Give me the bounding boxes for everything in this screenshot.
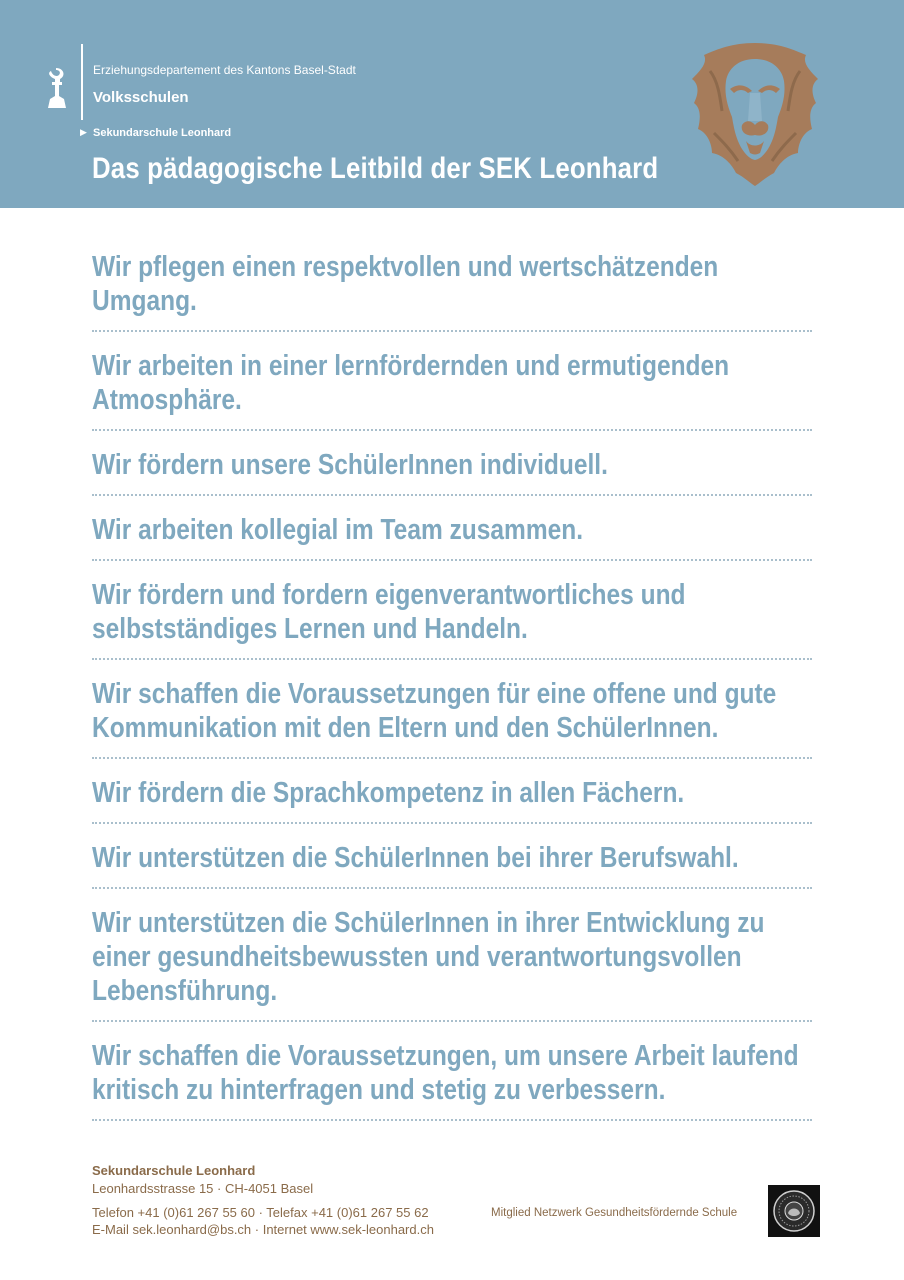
statement-item [92,677,812,759]
page-title: Das pädagogische Leitbild der SEK Leonhard [92,152,659,185]
header-banner [0,0,904,208]
statement-text: Wir arbeiten kollegial im Team zusammen. [92,514,584,546]
statement-item [92,513,812,561]
statement-text: Wir fördern die Sprachkompetenz in allen Fächern. [92,777,685,809]
footer-phone: Telefon +41 (0)61 267 55 60 · Telefax +41 (0)61 267 55 62 [92,1205,429,1220]
statement-item [92,776,812,824]
school-name: Sekundarschule Leonhard [93,127,232,139]
statement-item [92,1039,812,1121]
footer-school-name: Sekundarschule Leonhard [92,1163,256,1178]
statement-item [92,906,812,1022]
lion-logo-icon [690,41,820,187]
footer-address: Leonhardsstrasse 15 · CH-4051 Basel [92,1181,314,1196]
header-divider [81,44,83,120]
department-name: Erziehungsdepartement des Kantons Basel-Stadt [93,63,356,77]
footer-contact: E-Mail sek.leonhard@bs.ch · Internet www.sek-leonhard.ch [92,1222,434,1237]
basel-crest-icon [42,66,72,110]
division-name: Volksschulen [93,89,189,106]
statement-item [92,841,812,889]
statement-item [92,578,812,660]
statement-text: Wir schaffen die Voraussetzungen für eine offene und gute Kommunikation mit den Eltern und den SchülerInnen. [92,678,777,744]
statement-text: Wir fördern und fordern eigenverantwortliches und selbstständiges Lernen und Handeln. [92,579,686,645]
mission-statement-list [92,250,812,1138]
statement-text: Wir pflegen einen respektvollen und wertschätzenden Umgang. [92,251,719,317]
statement-item [92,250,812,332]
school-marker-arrow: ▶ [80,127,87,137]
statement-item [92,448,812,496]
statement-item [92,349,812,431]
statement-text: Wir unterstützen die SchülerInnen bei ihrer Berufswahl. [92,842,739,874]
statement-text: Wir fördern unsere SchülerInnen individuell. [92,449,608,481]
statement-text: Wir schaffen die Voraussetzungen, um unsere Arbeit laufend kritisch zu hinterfragen und stetig zu verbessern. [92,1040,799,1106]
network-seal-icon [768,1185,820,1237]
statement-text: Wir arbeiten in einer lernfördernden und ermutigenden Atmosphäre. [92,350,730,416]
statement-text: Wir unterstützen die SchülerInnen in ihrer Entwicklung zu einer gesundheitsbewussten und verantwortungsvollen Lebensführung. [92,907,765,1007]
network-membership-label: Mitglied Netzwerk Gesundheitsfördernde Schule [491,1207,738,1219]
